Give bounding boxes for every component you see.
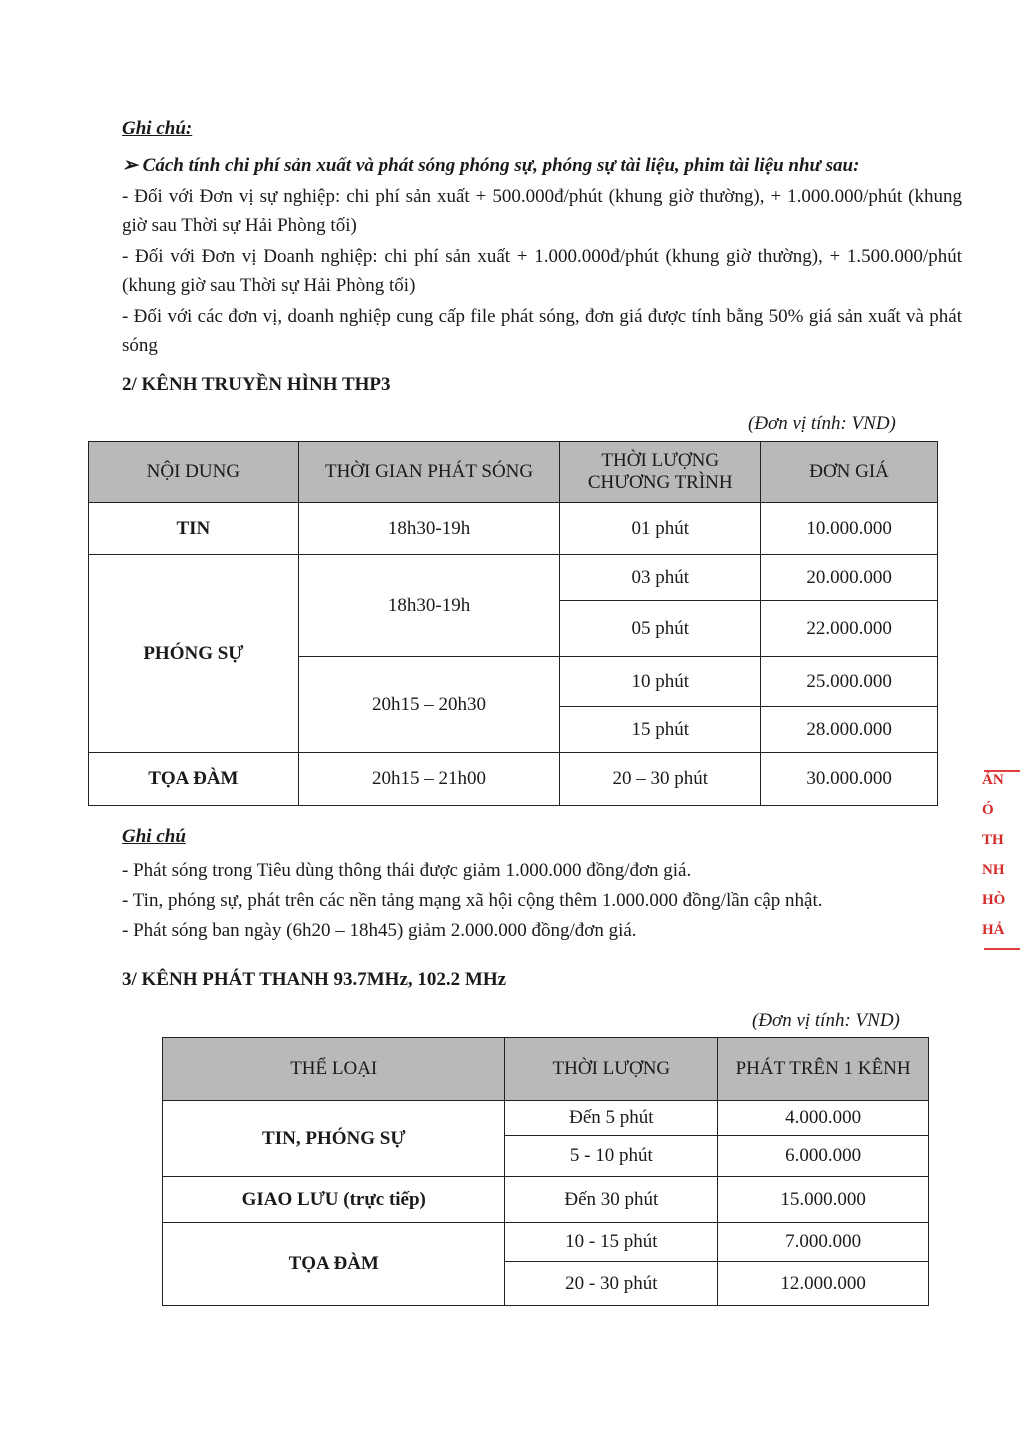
price-tps-2: 6.000.000 xyxy=(718,1136,929,1177)
stamp-border-line xyxy=(984,948,1020,950)
table-row xyxy=(89,503,938,555)
duration-td-1: 10 - 15 phút xyxy=(505,1223,718,1262)
table-row xyxy=(89,555,938,601)
table-row xyxy=(163,1101,929,1136)
duration-ps-3: 10 phút xyxy=(560,657,761,707)
duration-toa-dam: 20 – 30 phút xyxy=(560,753,761,806)
notes-2-list xyxy=(122,856,823,946)
content-toa-dam: TỌA ĐÀM xyxy=(89,753,299,806)
stamp-text: Ó xyxy=(982,802,994,818)
price-gl: 15.000.000 xyxy=(718,1177,929,1223)
header-duration: THỜI LƯỢNG xyxy=(505,1038,718,1101)
price-toa-dam: 30.000.000 xyxy=(761,753,938,806)
header-price: PHÁT TRÊN 1 KÊNH xyxy=(718,1038,929,1101)
duration-ps-1: 03 phút xyxy=(560,555,761,601)
price-td-2: 12.000.000 xyxy=(718,1262,929,1306)
time-tin: 18h30-19h xyxy=(298,503,560,555)
stamp-text: HẢ xyxy=(982,922,1005,938)
stamp-text: HÒ xyxy=(982,892,1006,908)
section-3-unit: (Đơn vị tính: VND) xyxy=(752,1010,900,1031)
notes-title: Ghi chú: xyxy=(122,118,193,139)
duration-tps-1: Đến 5 phút xyxy=(505,1101,718,1136)
price-tin: 10.000.000 xyxy=(761,503,938,555)
table-row xyxy=(163,1223,929,1262)
duration-tps-2: 5 - 10 phút xyxy=(505,1136,718,1177)
thp3-price-table xyxy=(88,441,938,806)
cost-method-heading: ➢ Cách tính chi phí sản xuất và phát sóng phóng sự, phóng sự tài liệu, phim tài liệu như sau: xyxy=(122,155,860,176)
price-ps-2: 22.000.000 xyxy=(761,601,938,657)
price-tps-1: 4.000.000 xyxy=(718,1101,929,1136)
duration-ps-2: 05 phút xyxy=(560,601,761,657)
price-ps-3: 25.000.000 xyxy=(761,657,938,707)
note-line-3: - Đối với các đơn vị, doanh nghiệp cung cấp file phát sóng, đơn giá được tính bằng 50% giá sản xuất và phát sóng xyxy=(122,306,962,356)
genre-toa-dam: TỌA ĐÀM xyxy=(163,1223,505,1306)
stamp-text: NH xyxy=(982,862,1005,878)
note-line-1: - Đối với Đơn vị sự nghiệp: chi phí sản xuất + 500.000đ/phút (khung giờ thường), + 1.000.000/phút (khung giờ sau Thời sự Hải Phòng tối) xyxy=(122,186,962,236)
duration-tin: 01 phút xyxy=(560,503,761,555)
table-header-row xyxy=(163,1038,929,1101)
note-2-line-3: - Phát sóng ban ngày (6h20 – 18h45) giảm 2.000.000 đồng/đơn giá. xyxy=(122,920,637,941)
section-2-title: 2/ KÊNH TRUYỀN HÌNH THP3 xyxy=(122,374,391,395)
duration-gl: Đến 30 phút xyxy=(505,1177,718,1223)
section-2-unit: (Đơn vị tính: VND) xyxy=(748,413,896,434)
notes-2-title: Ghi chú xyxy=(122,826,186,847)
genre-tin-ps: TIN, PHÓNG SỰ xyxy=(163,1101,505,1177)
genre-giao-luu: GIAO LƯU (trực tiếp) xyxy=(163,1177,505,1223)
note-line-2: - Đối với Đơn vị Doanh nghiệp: chi phí sản xuất + 1.000.000đ/phút (khung giờ thường), + 1.500.000/phút (khung giờ sau Thời sự Hải Phòng tối) xyxy=(122,246,962,296)
time-phong-su-a: 18h30-19h xyxy=(298,555,560,657)
table-row xyxy=(89,753,938,806)
price-ps-1: 20.000.000 xyxy=(761,555,938,601)
time-phong-su-b: 20h15 – 20h30 xyxy=(298,657,560,753)
header-genre: THỂ LOẠI xyxy=(163,1038,505,1101)
header-content: NỘI DUNG xyxy=(89,442,299,503)
header-time: THỜI GIAN PHÁT SÓNG xyxy=(298,442,560,503)
section-3-title: 3/ KÊNH PHÁT THANH 93.7MHz, 102.2 MHz xyxy=(122,969,507,990)
duration-td-2: 20 - 30 phút xyxy=(505,1262,718,1306)
header-duration: THỜI LƯỢNG CHƯƠNG TRÌNH xyxy=(560,442,761,503)
duration-ps-4: 15 phút xyxy=(560,707,761,753)
price-ps-4: 28.000.000 xyxy=(761,707,938,753)
time-toa-dam: 20h15 – 21h00 xyxy=(298,753,560,806)
red-stamp xyxy=(982,765,1022,945)
header-price: ĐƠN GIÁ xyxy=(761,442,938,503)
table-header-row xyxy=(89,442,938,503)
table-row xyxy=(163,1177,929,1223)
price-td-1: 7.000.000 xyxy=(718,1223,929,1262)
stamp-text: ẢN xyxy=(982,772,1004,788)
content-phong-su: PHÓNG SỰ xyxy=(89,555,299,753)
note-2-line-1: - Phát sóng trong Tiêu dùng thông thái được giảm 1.000.000 đồng/đơn giá. xyxy=(122,860,692,881)
content-tin: TIN xyxy=(89,503,299,555)
stamp-text: TH xyxy=(982,832,1004,848)
note-2-line-2: - Tin, phóng sự, phát trên các nền tảng mạng xã hội cộng thêm 1.000.000 đồng/lần cập nhật. xyxy=(122,890,823,911)
radio-price-table xyxy=(162,1037,929,1306)
